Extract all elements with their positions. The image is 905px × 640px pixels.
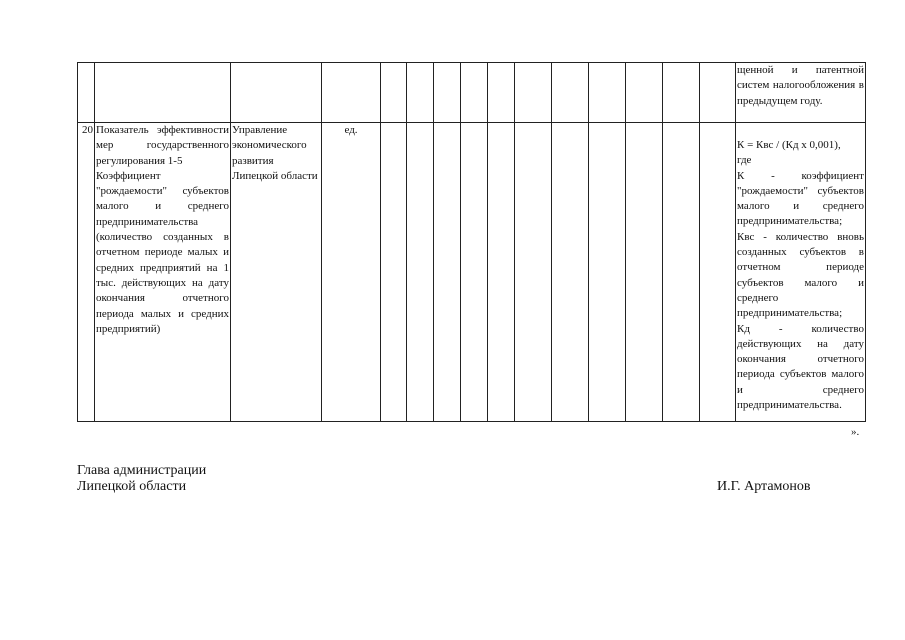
cell-value: [461, 123, 488, 422]
table-row-20: [78, 123, 866, 422]
cell-unit: [322, 63, 381, 123]
cell-number: 20: [78, 123, 95, 422]
cell-value: [515, 63, 552, 123]
cell-value: [488, 123, 515, 422]
cell-responsible: [231, 63, 322, 123]
cell-number: [78, 63, 95, 123]
cell-responsible: Управление экономического развития Липецкой области: [231, 123, 322, 422]
cell-value: [461, 63, 488, 123]
cell-value: [381, 63, 407, 123]
cell-value: [663, 123, 700, 422]
cell-calculation-method: К = Квс / (Кд х 0,001), где К - коэффициент "рождаемости" субъектов малого и среднего предпринимательства; Квс - количество вновь созданных субъектов в отчетном периоде субъектов малого и среднего предпринимательства; Кд - количество действующих на дату окончания отчетного периода субъектов малого и среднего предпринимательства.: [736, 123, 866, 422]
cell-value: [488, 63, 515, 123]
cell-value: [626, 123, 663, 422]
cell-value: [434, 63, 461, 123]
cell-value: [700, 123, 736, 422]
cell-value: [552, 123, 589, 422]
indicators-table: [77, 62, 866, 422]
cell-indicator: Показатель эффективности мер государственного регулирования 1-5 Коэффициент "рождаемости" субъектов малого и среднего предпринимательства (количество созданных в отчетном периоде малых и средних предприятий на 1 тыс. действующих на дату окончания отчетного периода малых и средних предприятий): [95, 123, 231, 422]
signature-name: И.Г. Артамонов: [717, 479, 811, 494]
signature-position-line1: Глава администрации: [77, 463, 207, 478]
cell-value: [589, 123, 626, 422]
cell-value: [589, 63, 626, 123]
closing-quote: ».: [851, 426, 860, 438]
cell-value: [515, 123, 552, 422]
table-row-continuation: [78, 63, 866, 123]
cell-value: [626, 63, 663, 123]
cell-value: [663, 63, 700, 123]
cell-indicator: [95, 63, 231, 123]
cell-value: [407, 63, 434, 123]
cell-value: [552, 63, 589, 123]
cell-value: [434, 123, 461, 422]
cell-value: [407, 123, 434, 422]
signature-position: [77, 463, 206, 495]
cell-value: [381, 123, 407, 422]
cell-calculation-method: щенной и патентной систем налогообложения в предыдущем году.: [736, 63, 866, 123]
cell-value: [700, 63, 736, 123]
cell-unit: ед.: [322, 123, 381, 422]
signature-position-line2: Липецкой области: [77, 479, 187, 494]
